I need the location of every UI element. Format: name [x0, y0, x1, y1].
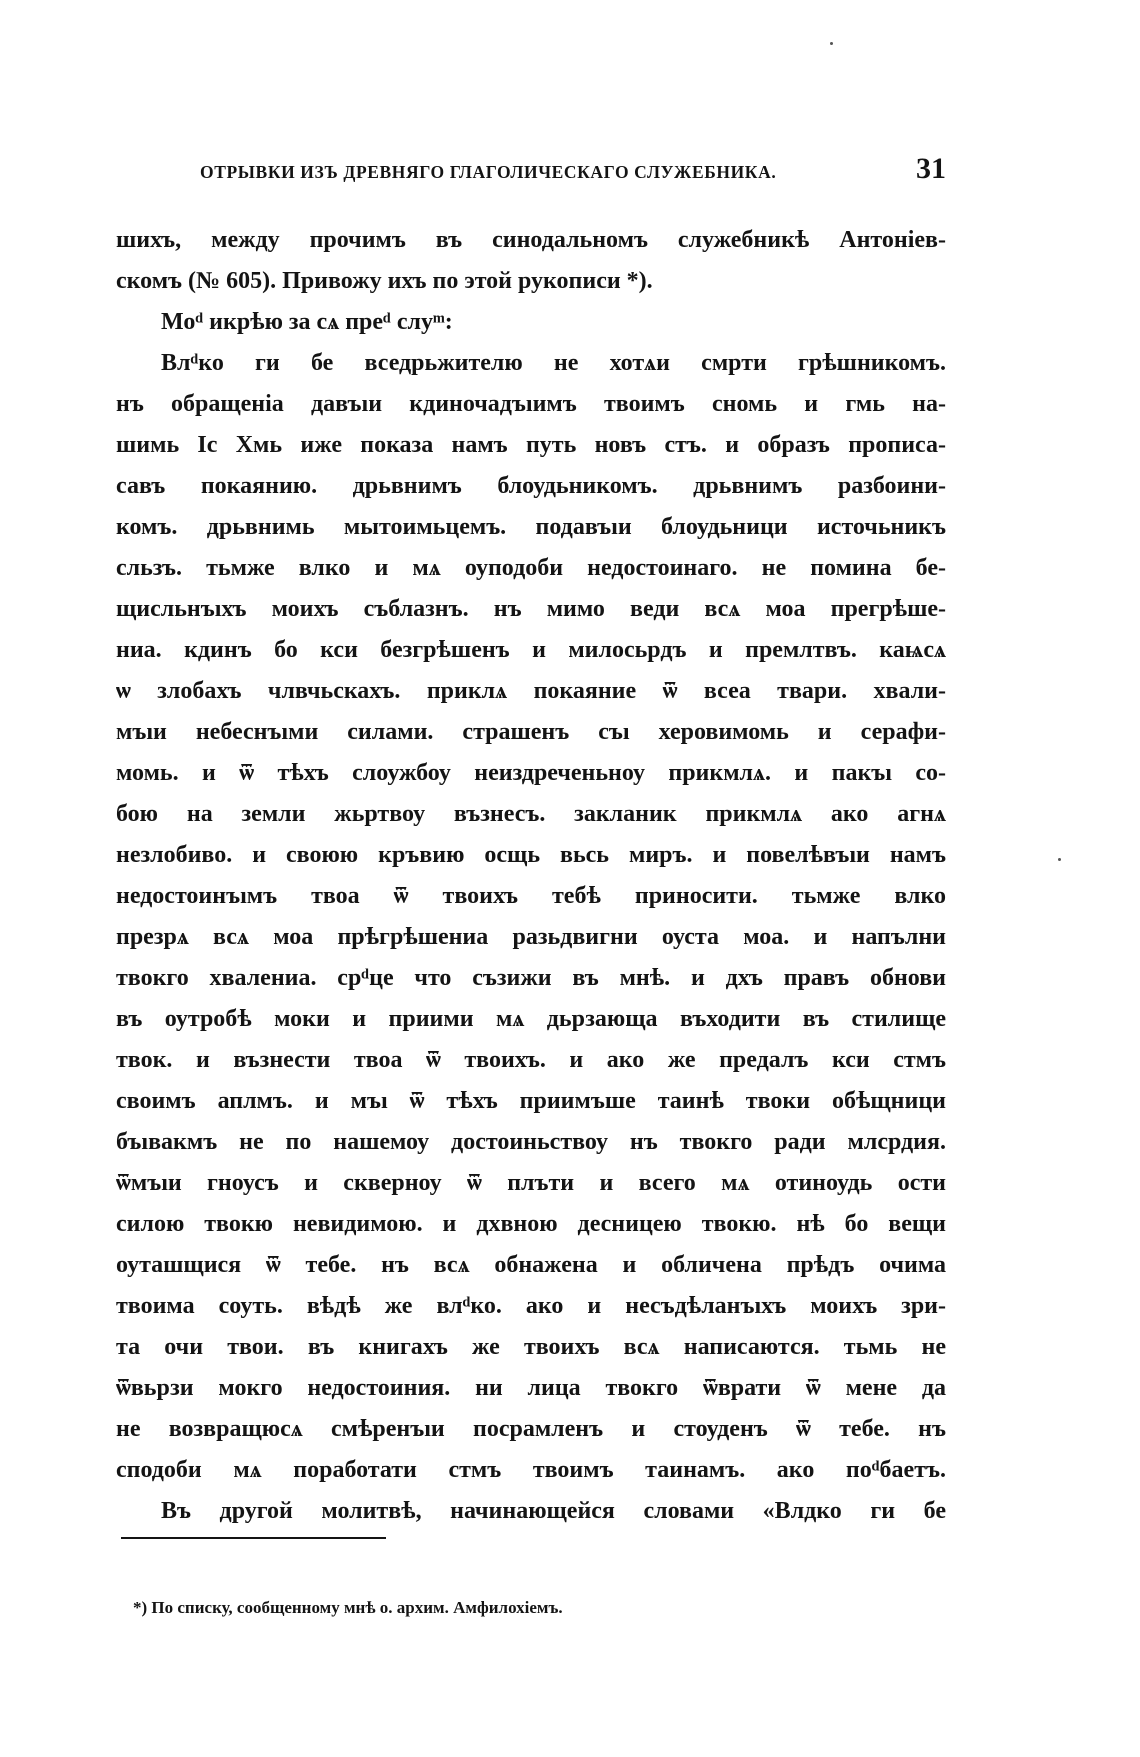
page-number: 31	[916, 152, 946, 185]
text-line: ѡ злобахъ члвчьскахъ. приклѧ покаяние ѿ всеа твари. хвали-	[116, 678, 946, 704]
text-line: момь. и ѿ тѣхъ слоужбоу неиздреченьноу прикмлѧ. и пакъı со-	[116, 760, 946, 786]
text-line: силою твокю невидимою. и дхвною десницею твокю. нѣ бо вещи	[116, 1211, 946, 1237]
text-line: не возвращюсѧ смѣренъıи посрамленъ и стоуденъ ѿ тебе. нъ	[116, 1416, 946, 1442]
footnote-rule	[121, 1537, 386, 1539]
text-line: савъ покаянию. дрьвнимъ блоудьникомъ. дрьвнимъ разбоини-	[116, 473, 946, 499]
text-line: бою на земли жьртвоу възнесъ. закланик прикмлѧ ако агнѧ	[116, 801, 946, 827]
running-title: ОТРЫВКИ ИЗЪ ДРЕВНЯГО ГЛАГОЛИЧЕСКАГО СЛУЖЕБНИКА.	[200, 162, 777, 182]
paper-speck	[1058, 858, 1061, 861]
text-line: шимь Іс Хмь иже показа намъ путь новъ стъ. и образъ прописа-	[116, 432, 946, 458]
text-line: недостоинъıмъ твоа ѿ твоихъ тебѣ приносити. тьмже влко	[116, 883, 946, 909]
text-line: твокго хвалениа. срᵈце что съзижи въ мнѣ. и дхъ правъ обнови	[116, 965, 946, 991]
text-line: шихъ, между прочимъ въ синодальномъ служебникѣ Антоніев-	[116, 227, 946, 253]
text-line: бъıвакмъ не по нашемоу достоиньствоу нъ твокго ради млсрдия.	[116, 1129, 946, 1155]
page-header	[200, 152, 946, 192]
text-line: комъ. дрьвнимь мытоимьцемъ. подавъıи блоудьници источьникъ	[116, 514, 946, 540]
main-text	[116, 220, 946, 1532]
prayer-heading: Моᵈ икрѣю за сѧ преᵈ слуᵐ:	[161, 309, 453, 335]
text-line: Влᵈко ги бе вседрьжителю не хотѧи смрти грѣшникомъ.	[161, 350, 946, 376]
text-line: ниа. кдинъ бо кси безгрѣшенъ и милосьрдъ и премлтвъ. каѩсѧ	[116, 637, 946, 663]
text-line: ѿмъıи гноусъ и скверноу ѿ плъти и всего мѧ отиноудь ости	[116, 1170, 946, 1196]
text-line: мъıи небеснъıми силами. страшенъ съı херовимомь и серафи-	[116, 719, 946, 745]
paper-speck	[830, 42, 833, 45]
text-line: ѿвьрзи мокго недостоиния. ни лица твокго ѿврати ѿ мене да	[116, 1375, 946, 1401]
text-line: въ оутробѣ моки и приими мѧ дьрзающа въходити въ стилище	[116, 1006, 946, 1032]
text-line: сподоби мѧ поработати стмъ твоимъ таинамъ. ако поᵈбаетъ.	[116, 1457, 946, 1483]
text-line: оуташщися ѿ тебе. нъ всѧ обнажена и обличена прѣдъ очима	[116, 1252, 946, 1278]
text-line: незлобиво. и своюю кръвию осщь вьсь миръ. и повелѣвъıи намъ	[116, 842, 946, 868]
text-line: та очи твои. въ книгахъ же твоихъ всѧ написаются. тьмь не	[116, 1334, 946, 1360]
text-line: своимъ аплмъ. и мъı ѿ тѣхъ приимъше таинѣ твоки обѣщници	[116, 1088, 946, 1114]
text-line: нъ обращеніа давъıи кдиночадъıимъ твоимъ сномь и гмь на-	[116, 391, 946, 417]
text-line: твок. и възнести твоа ѿ твоихъ. и ако же предалъ кси стмъ	[116, 1047, 946, 1073]
text-line: сльзъ. тьмже влко и мѧ оуподоби недостоинаго. не помина бе-	[116, 555, 946, 581]
text-line: Въ другой молитвѣ, начинающейся словами «Влдко ги бе	[161, 1498, 946, 1524]
text-line: презрѧ всѧ моа прѣгрѣшениа разьдвигни оуста моа. и напълни	[116, 924, 946, 950]
text-line: твоима соуть. вѣдѣ же влᵈко. ако и несъдѣланъıхъ моихъ зри-	[116, 1293, 946, 1319]
footnote: *) По списку, сообщенному мнѣ о. архим. Амфилохіемъ.	[133, 1598, 563, 1617]
text-line: скомъ (№ 605). Привожу ихъ по этой рукописи *).	[116, 268, 653, 294]
text-line: щисльнъıхъ моихъ съблазнъ. нъ мимо веди всѧ моа прегрѣше-	[116, 596, 946, 622]
